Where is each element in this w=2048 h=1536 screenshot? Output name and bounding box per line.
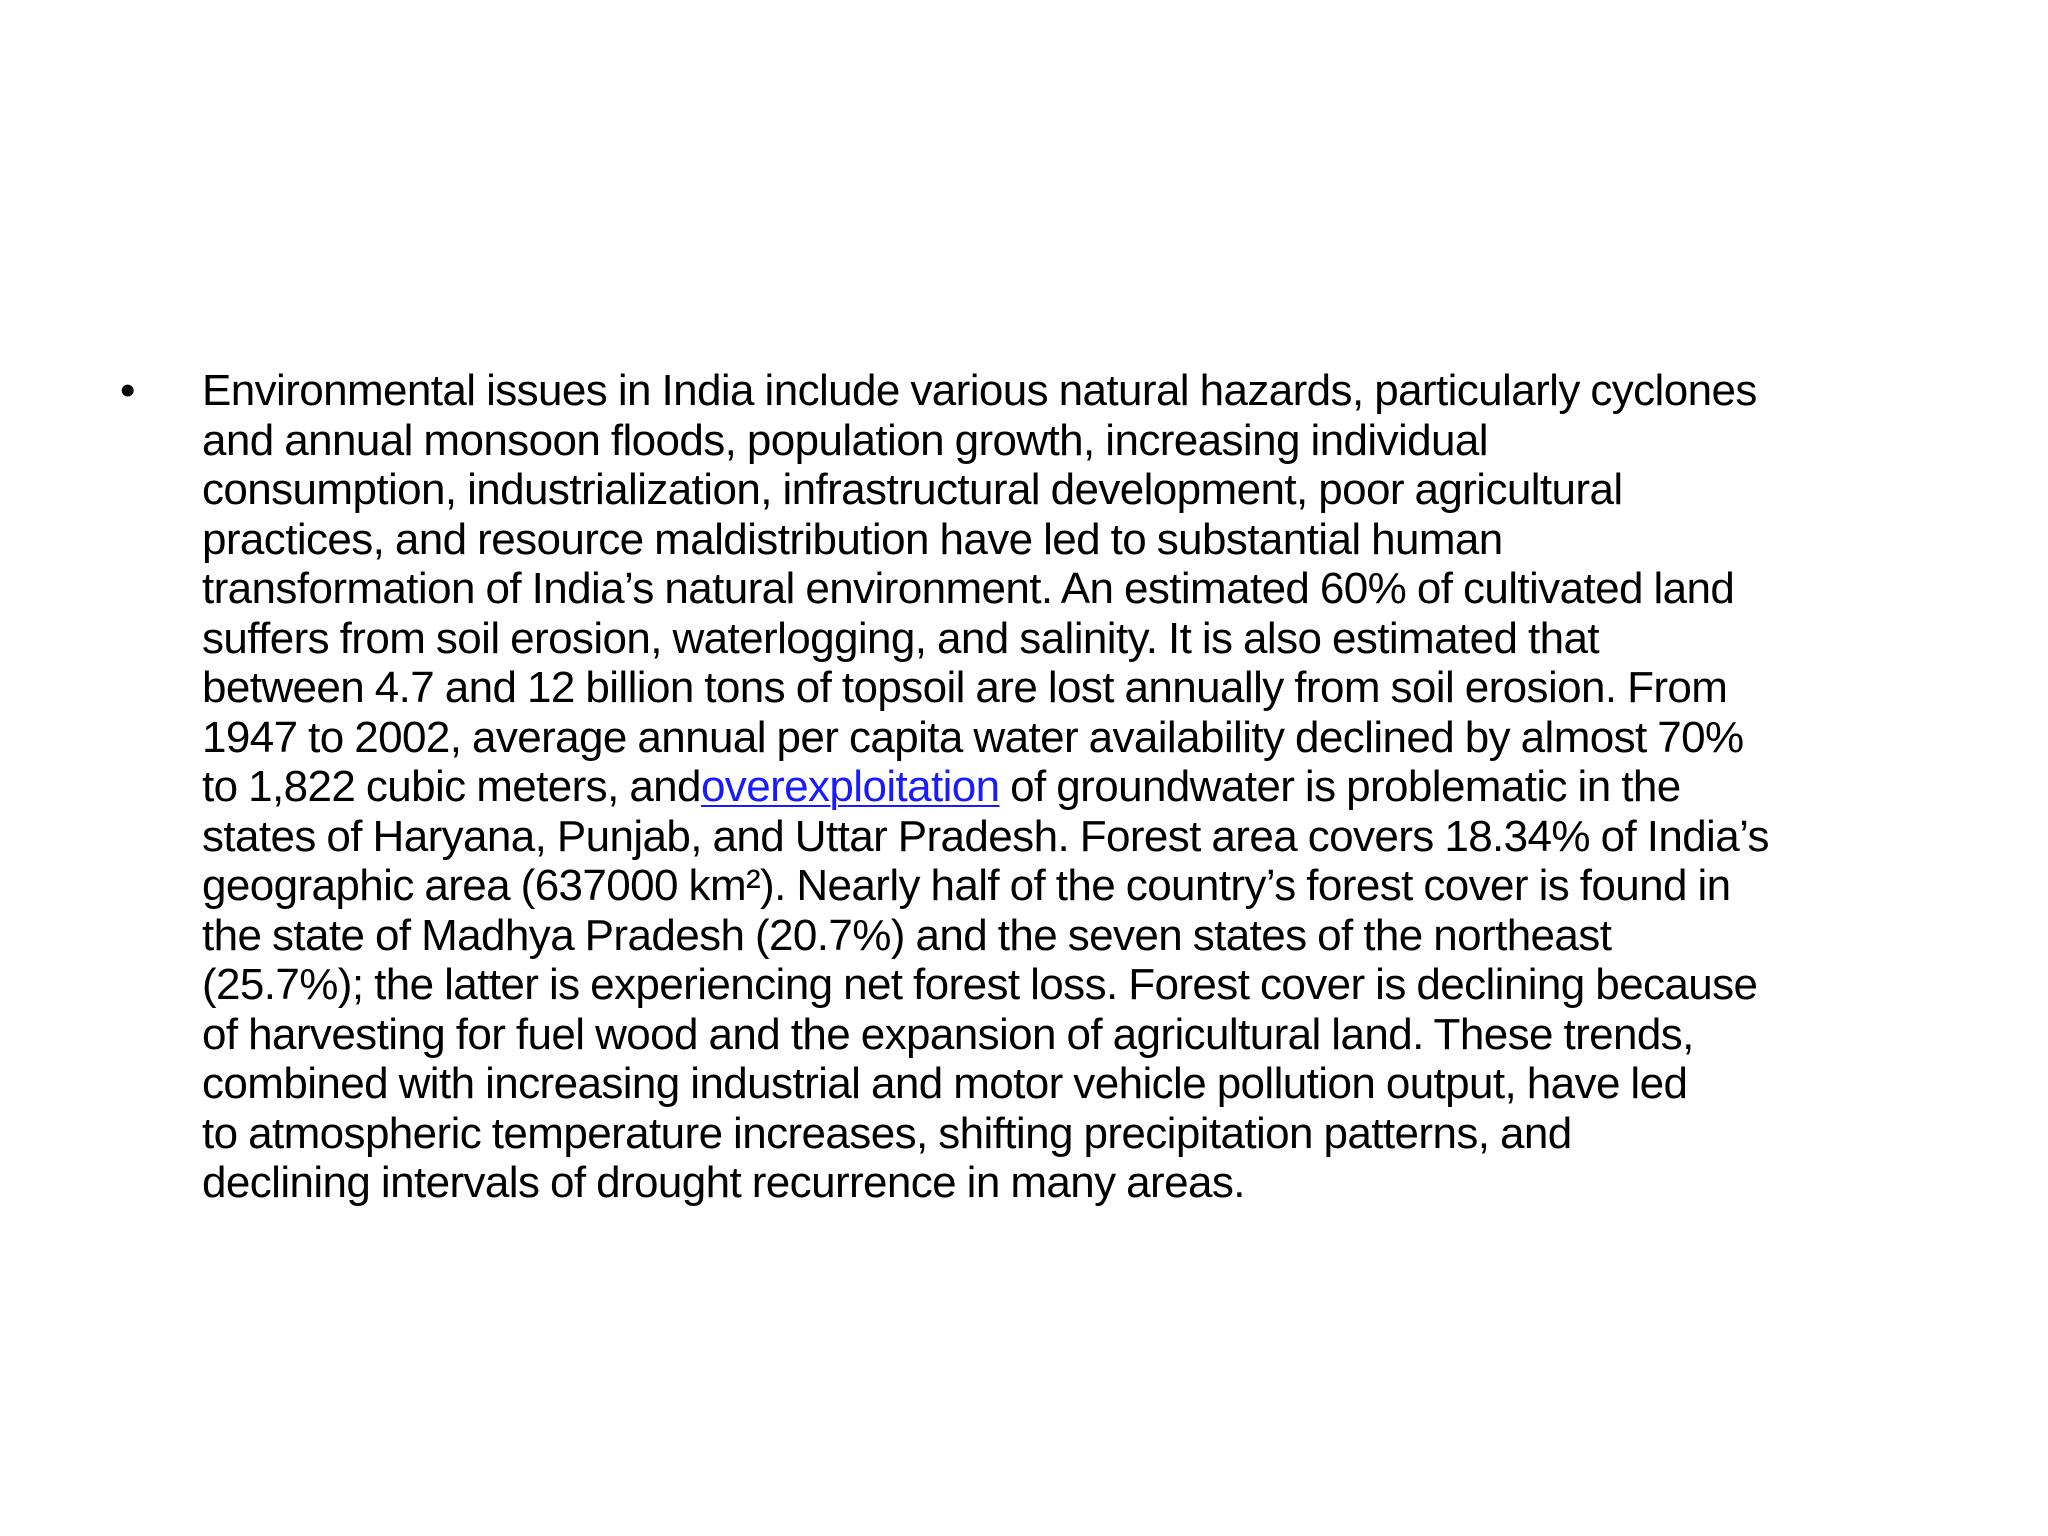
bullet-symbol: • [120, 366, 136, 415]
paragraph-text-after-link: of groundwater is problematic in the states of Haryana, Punjab, and Uttar Pradesh. Forest area covers 18.34% of India’s geographic area (637000 km²). Nearly half of the country’s forest cover is found in the state of Madhya Pradesh (20.7%) and the seven states of the northeast (25.7%); the latter is experiencing net forest loss. Forest cover is declining because of harvesting for fuel wood and the expansion of agricultural land. These trends, combined with increasing industrial and motor vehicle pollution output, have led to atmospheric temperature increases, shifting precipitation patterns, and declining intervals of drought recurrence in many areas. [202, 762, 1769, 1207]
overexploitation-link[interactable]: overexploitation [700, 762, 1000, 811]
bullet-paragraph [202, 366, 1922, 1208]
paragraph-text-before-link: Environmental issues in India include various natural hazards, particularly cyclones and annual monsoon floods, population growth, increasing individual consumption, industrialization, infrastructural development, poor agricultural practices, and resource maldistribution have led to substantial human transformation of India’s natural environment. An estimated 60% of cultivated land suffers from soil erosion, waterlogging, and salinity. It is also estimated that between 4.7 and 12 billion tons of topsoil are lost annually from soil erosion. From 1947 to 2002, average annual per capita water availability declined by almost 70% to 1,822 cubic meters, and [202, 366, 1757, 811]
